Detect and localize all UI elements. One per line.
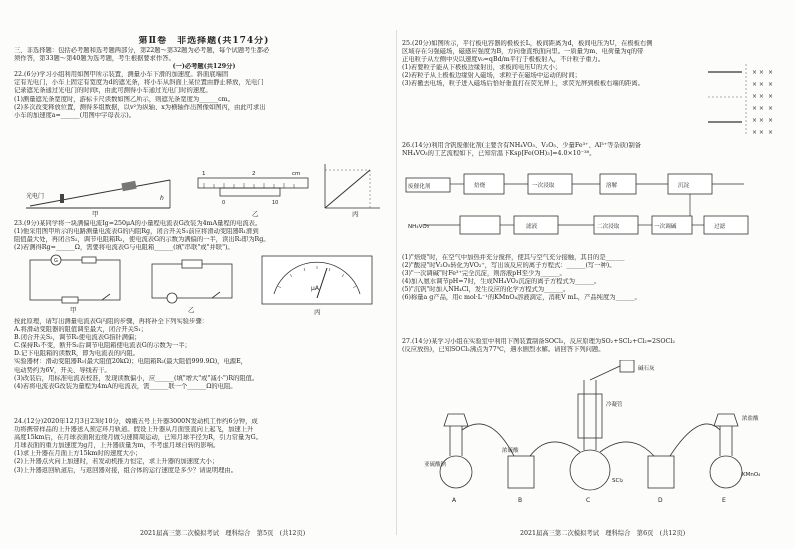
svg-text:× ×: × ×	[752, 81, 764, 88]
q22-block	[14, 47, 394, 120]
flow-box: 溶解	[606, 183, 618, 189]
svg-text:G: G	[54, 258, 58, 264]
circuit-label-bing: 丙	[314, 308, 321, 316]
text-line: (1)求上升器在月面上方15km时的速度大小；	[14, 450, 142, 458]
light-gate-label: 光电门	[26, 193, 45, 200]
label-scl2: SCl₂	[612, 478, 624, 484]
text-line: 定有光电门，小车上固定有宽度为d的遮光条，将小车从斜面上某位置由静止释放，光电门	[14, 79, 264, 87]
flow-box: 沉淀	[678, 183, 690, 189]
text-line: (6)称量a g产品，用c mol·L⁻¹的KMnO₄溶液滴定，消耗V mL，产品纯度为______。	[402, 294, 641, 302]
text-line: 区域存在匀强磁场，磁感应强度为B，方向垂直纸面向里。一质量为m、电荷量为q的带	[402, 48, 644, 56]
label-E: E	[722, 497, 726, 504]
text-line: (4)加入氨水调节pH=7时，生成NH₄VO₃沉淀的离子方程式为______。	[402, 278, 601, 286]
text-line: (2)多次改变释放位置，测得多组数据，以v²为纵轴、x为横轴作出图像如图丙，由此可求出	[14, 103, 266, 111]
flow-box: 一次调碱	[654, 224, 677, 230]
text-line: 三、非选择题：包括必考题和选考题两部分，第22题～第32题为必考题，每个试题考生都必	[14, 47, 270, 54]
text-line: 高度15km后，在月球表面附近绕月做匀速圆周运动，已知月球半径为R，引力常量为G。	[14, 434, 262, 442]
svg-text:2: 2	[252, 171, 256, 177]
fig-label-bing: 丙	[352, 210, 359, 218]
label-condenser: 冷凝管	[606, 402, 623, 408]
svg-text:× ×: × ×	[752, 117, 764, 124]
text-line: 阻值最大处，再闭合S₂，调节电阻箱R₂，使电流表G的示数为满偏的一半，读出R₂即为Rg。	[14, 236, 270, 244]
label-soda-lime: 碱石灰	[638, 366, 655, 372]
text-line: (1)他采用图甲所示的电路测量电流表G的内阻Rg，闭合开关S₁前应将滑动变阻器R₁滑到	[14, 228, 259, 236]
text-line: D.记下电阻箱的读数R，即为电流表的内阻。	[14, 350, 139, 358]
text-line: (2)"酸浸"时V₂O₅转化为VO₂⁺，写出该反应的离子方程式：______(写一种)。	[402, 262, 616, 270]
text-line: 26.(14分)利用含钒废催化剂(主要含有NH₄VO₃、V₂O₅、少量Fe³⁺、Al³⁺等杂质)制备	[402, 142, 642, 149]
text-line: 电动势约为6V，开关、导线若干。	[14, 366, 111, 374]
q26-flowchart	[404, 162, 786, 250]
dial-unit: μA	[311, 285, 319, 292]
flow-box: NH₄VO₃	[408, 224, 430, 230]
text-line: (2)若测得Rg=______Ω，需要将电流表G与电阻箱______(填"串联"或"并联")。	[14, 244, 234, 252]
text-line: 24.(12分)2020年12月3日23时10分，嫦娥五号上升器3000N发动机工作约6分钟，成	[14, 418, 258, 425]
part-title: 第Ⅱ卷 非选择题(共174分)	[138, 36, 270, 46]
text-line: 25.(20分)如图所示，平行板电容器的极板长L，板间距离为d，板间电压为U，在极板右侧	[402, 40, 653, 47]
flow-box: 滤液	[526, 224, 538, 230]
label-na2so3: 亚硫酸钠	[424, 462, 447, 468]
left-footer: 2021届高三第二次模拟考试 理科综合 第5页 (共12页)	[140, 530, 306, 537]
text-line: (1)测量遮光条宽度时，游标卡尺读数如图乙所示，则遮光条宽度为______cm。	[14, 95, 234, 103]
q27-block	[402, 338, 782, 354]
flow-box: 二次浸取	[597, 224, 620, 230]
svg-text:1: 1	[202, 171, 206, 177]
text-line: (1)"焙烧"时，在空气中加热并充分搅拌，使其与空气充分接触，其目的是______	[402, 254, 625, 261]
q25-field-figure	[706, 62, 786, 138]
column-divider	[396, 30, 397, 535]
text-line: (5)"沉钒"时加入NH₄Cl，发生反应的化学方程式为______。	[402, 286, 570, 294]
text-line: 实验器材：滑动变阻器R₁(最大阻值20kΩ)；电阻箱R₂(最大阻值999.9Ω)，电源E，	[14, 358, 247, 366]
text-line: (4)若将电流表G改装为量程为4mA的电流表，需______联一个______Ω的电阻。	[14, 382, 237, 390]
q23-block	[14, 220, 394, 252]
flow-box: 一次浸取	[532, 183, 555, 189]
right-footer: 2021届高三第二次模拟考试 理科综合 第6页 (共12页)	[520, 530, 686, 537]
text-line: (2)若粒子从上极板边缘射入磁场，求粒子在磁场中运动的时间；	[402, 72, 581, 80]
graph-figure	[325, 164, 380, 218]
text-line: 27.(14分)某学习小组在实验室中利用下图装置制备SOCl₂，反应原理为SO₂+SCl₂+Cl₂=2SOCl₂	[402, 338, 675, 345]
svg-text:×: ×	[768, 105, 774, 112]
ammeter-dial	[262, 256, 372, 304]
fig-label-jia: 甲	[92, 210, 99, 218]
text-line: 小车的加速度a=______(用图中字母表示)。	[14, 111, 135, 119]
text-line: (3)若撤去电场，粒子进入磁场后恰好垂直打在荧光屏上，求荧光屏到极板右端的距离。	[402, 80, 644, 88]
text-line: 月球表面的重力加速度为g月，上升器质量为m，不考虑月球自转的影响。	[14, 442, 220, 450]
text-line: (3)"一次调碱"时Fe³⁺完全沉淀，则溶液pH至少为______。	[402, 270, 566, 278]
incline-figure	[26, 180, 170, 218]
text-line: B.闭合开关S₂，调节R₂使电流表G指针满偏；	[14, 334, 141, 342]
q22-figures	[20, 160, 390, 218]
circuit-yi	[152, 260, 232, 303]
text-line: A.将滑动变阻器的阻值调至最大，闭合开关S₁；	[14, 326, 148, 334]
label-C: C	[586, 497, 591, 504]
text-line: 正电粒子从左侧中央以速度v₀=qBd/m平行于极板射入，不计粒子重力。	[402, 56, 605, 64]
label-A: A	[452, 497, 457, 504]
svg-text:× ×: × ×	[752, 93, 764, 100]
svg-text:× ×: × ×	[752, 69, 764, 76]
text-line: (反应放热)，已知SOCl₂沸点为77℃，遇水剧烈水解。请回答下列问题。	[402, 346, 605, 354]
circuit-label-jia: 甲	[70, 306, 77, 314]
q25-block	[402, 40, 702, 89]
section-subtitle: (一)必考题(共129分)	[172, 63, 236, 71]
text-line: (3)上升器返回轨道后，与返回器对接，组合体的运行速度是多少？请说明理由。	[14, 466, 238, 474]
text-line: C.保持R₁不变，断开S₂后调节电阻箱使电流表G的示数为一半；	[14, 342, 191, 350]
svg-text:0: 0	[222, 200, 226, 206]
q27-apparatus	[420, 360, 770, 510]
text-line: (3)改装后，用标准电流表校准，发现读数偏小，应______(填"增大"或"减小")R的阻值。	[14, 374, 259, 382]
cm-unit: cm	[292, 171, 301, 177]
q24-block	[14, 418, 394, 475]
svg-text:× ×: × ×	[752, 105, 764, 112]
text-line: 功将携带样品的上升器送入预定环月轨道。假设上升器从月面竖直向上起飞，加速上升	[14, 426, 254, 434]
q23-steps	[14, 318, 394, 391]
text-line: (2)上升器点火向上加速时，若发动机推力恒定，求上升器的加速度大小；	[14, 458, 219, 466]
left-page	[14, 36, 394, 120]
label-kmno4: KMnO₄	[742, 472, 761, 478]
text-line: 23.(9分)某同学将一块满偏电流Ig=250μA的小量程电流表G改装为4mA量程的电流表。	[14, 220, 262, 227]
flow-box: 焙烧	[474, 183, 486, 189]
circuit-label-yi: 乙	[188, 306, 195, 314]
label-conc-hcl: 浓盐酸	[742, 416, 759, 422]
svg-text:× ×: × ×	[752, 129, 764, 136]
label-B: B	[518, 497, 523, 504]
text-line: NH₄VO₃的工艺流程如下，已知常温下Ksp[Fe(OH)₃]=4.0×10⁻³⁸。	[402, 150, 596, 158]
label-conc-h2so4: 浓硫酸	[502, 448, 519, 454]
flow-box: 废催化剂	[408, 184, 431, 190]
circuit-jia	[30, 255, 120, 303]
flow-box: 过滤	[714, 224, 726, 230]
label-D: D	[658, 497, 663, 504]
svg-text:×: ×	[768, 81, 774, 88]
text-line: 22.(6分)学习小组利用如图甲所示装置，测量小车下滑的加速度。斜面底端固	[14, 71, 229, 79]
q23-circuits	[22, 254, 382, 316]
text-line: 按此原理，请写出测量电流表G内阻的步骤，再将补全下列实验步骤：	[14, 318, 208, 325]
vernier-figure	[198, 171, 308, 218]
svg-text:×: ×	[768, 93, 774, 100]
svg-text:h: h	[160, 195, 164, 202]
svg-text:×: ×	[768, 117, 774, 124]
fig-label-yi: 乙	[252, 210, 259, 218]
text-line: (1)若要粒子能从下极板边缘射出，求板间电压U的大小；	[402, 64, 562, 72]
svg-text:10: 10	[272, 200, 279, 206]
text-line: 须作答，第33题～第40题为选考题，考生根据要求作答。	[14, 55, 175, 63]
text-line: 记录遮光条通过光电门的时间t，由此可测得小车通过光电门时的速度。	[14, 87, 212, 95]
svg-text:×: ×	[768, 69, 774, 76]
q26-questions	[402, 254, 782, 303]
q26-block	[402, 142, 782, 158]
svg-text:×: ×	[768, 129, 774, 136]
